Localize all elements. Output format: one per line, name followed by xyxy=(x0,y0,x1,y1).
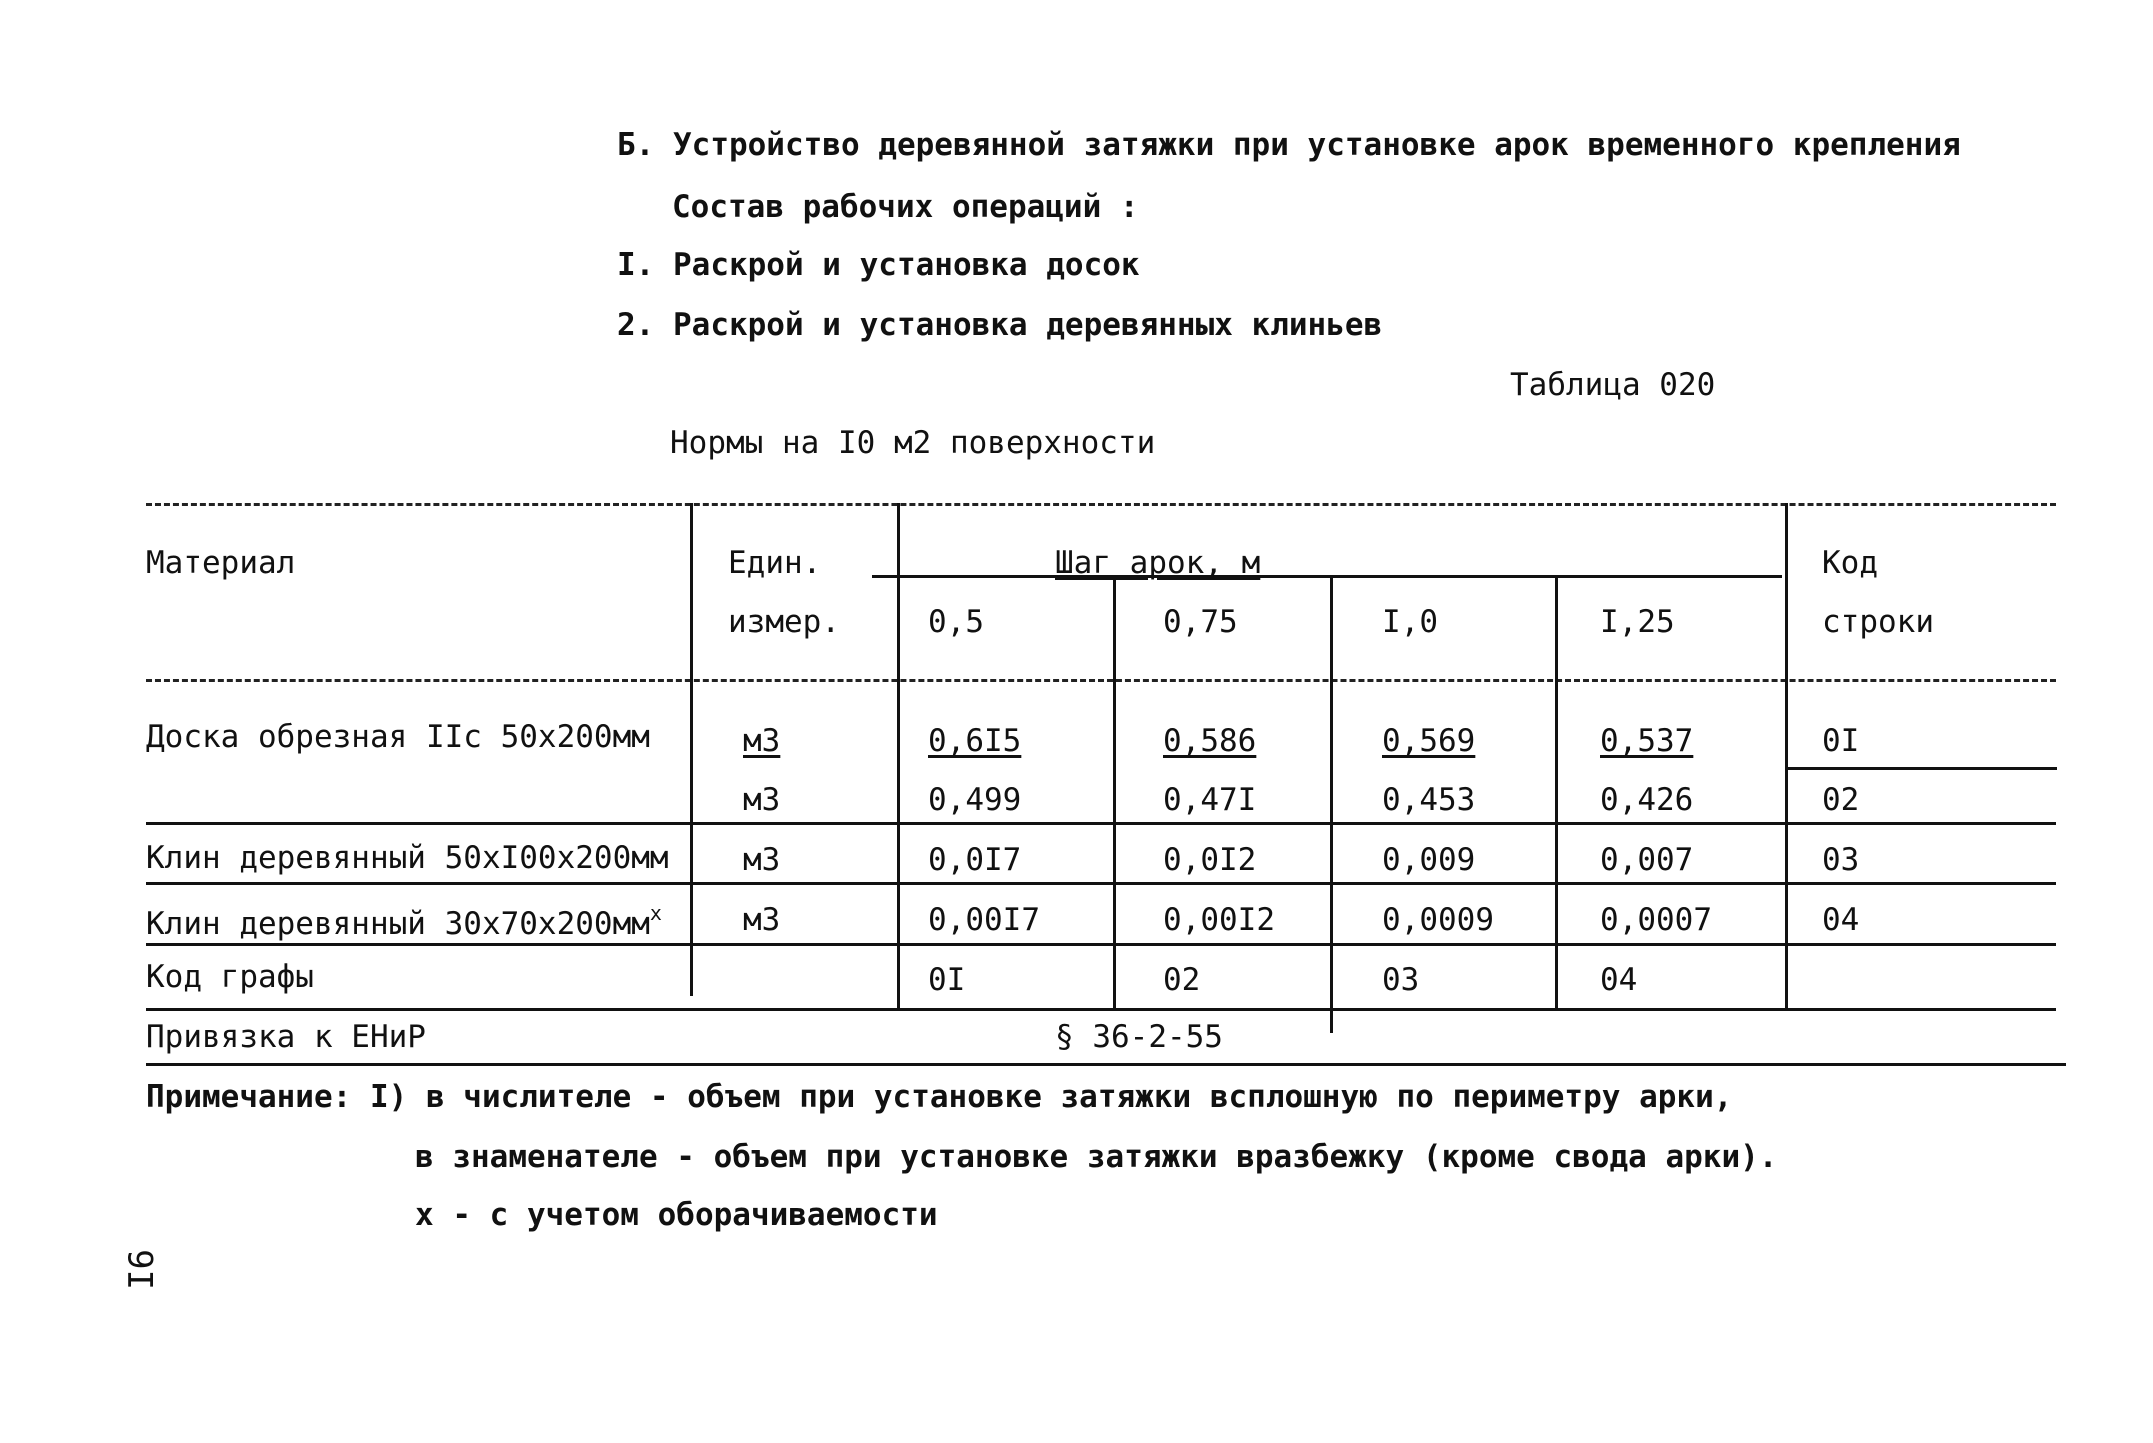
norms-caption: Нормы на I0 м2 поверхности xyxy=(670,425,1156,461)
operation-1: I. Раскрой и установка досок xyxy=(617,247,1140,283)
row-4-value-4: 0,0007 xyxy=(1600,902,1712,938)
header-step: Шаг арок, м xyxy=(1055,545,1261,581)
col-divider-unit xyxy=(897,503,900,1008)
header-material: Материал xyxy=(146,545,296,581)
row-2-code: 02 xyxy=(1822,782,1860,818)
note-line-1: Примечание: I) в числителе - объем при установке затяжки всплошную по периметру арки, xyxy=(146,1079,1733,1115)
row-3-value-2: 0,0I2 xyxy=(1163,842,1257,878)
row-4-value-1: 0,00I7 xyxy=(928,902,1040,938)
row-1-value-3: 0,569 xyxy=(1382,723,1476,759)
table-bottom-border xyxy=(146,1063,2066,1066)
header-code-1: Код xyxy=(1822,545,1878,581)
operation-2: 2. Раскрой и установка деревянных клиньев xyxy=(617,307,1383,343)
header-step-1: 0,5 xyxy=(928,604,984,640)
header-unit-1: Един. xyxy=(728,545,822,581)
page-number: I6 xyxy=(122,1249,162,1290)
row-3-value-4: 0,007 xyxy=(1600,842,1694,878)
row-4-code: 04 xyxy=(1822,902,1860,938)
row-1-value-1: 0,6I5 xyxy=(928,723,1022,759)
col-divider-step-2 xyxy=(1330,575,1333,1033)
binding-label: Привязка к ЕНиР xyxy=(146,1019,426,1055)
header-unit-2: измер. xyxy=(728,604,840,640)
col-divider-step-1 xyxy=(1113,575,1116,1008)
row-2-value-2: 0,47I xyxy=(1163,782,1257,818)
note-line-2: в знаменателе - объем при установке затяжки вразбежку (кроме свода арки). xyxy=(415,1139,1778,1175)
step-header-underline xyxy=(872,575,1782,578)
row-divider-2 xyxy=(146,882,2056,885)
graph-code-1: 0I xyxy=(928,962,966,998)
header-bottom-border xyxy=(146,679,2056,682)
row-3-value-3: 0,009 xyxy=(1382,842,1476,878)
row-4-name-footnote-mark: x xyxy=(649,901,662,925)
header-step-2: 0,75 xyxy=(1163,604,1238,640)
row-divider-1 xyxy=(146,822,2056,825)
graph-code-3: 03 xyxy=(1382,962,1420,998)
row-4-value-3: 0,0009 xyxy=(1382,902,1494,938)
graph-code-4: 04 xyxy=(1600,962,1638,998)
col-divider-code xyxy=(1785,503,1788,1008)
section-title: Б. Устройство деревянной затяжки при установке арок временного крепления xyxy=(617,127,1961,163)
row-4-unit: м3 xyxy=(743,902,781,938)
col-divider-material xyxy=(690,503,693,996)
row-4-name: Клин деревянный $30x70x200мм^x$ xyxy=(146,901,662,942)
row-1-value-4: 0,537 xyxy=(1600,723,1694,759)
header-code-2: строки xyxy=(1822,604,1934,640)
row-3-value-1: 0,0I7 xyxy=(928,842,1022,878)
graph-code-label: Код графы xyxy=(146,959,314,995)
row-1-code: 0I xyxy=(1822,723,1860,759)
header-step-3: I,0 xyxy=(1382,604,1438,640)
row-divider-3 xyxy=(146,943,2056,946)
graph-code-2: 02 xyxy=(1163,962,1201,998)
row-4-value-2: 0,00I2 xyxy=(1163,902,1275,938)
row-3-code: 03 xyxy=(1822,842,1860,878)
binding-value: § 36-2-55 xyxy=(1055,1019,1223,1055)
row-2-value-3: 0,453 xyxy=(1382,782,1476,818)
code-row-divider xyxy=(1787,767,2057,770)
row-1-value-2: 0,586 xyxy=(1163,723,1257,759)
header-step-4: I,25 xyxy=(1600,604,1675,640)
row-1-unit: м3 xyxy=(743,723,781,759)
row-3-unit: м3 xyxy=(743,842,781,878)
row-3-name: Клин деревянный 50xI00x200мм xyxy=(146,840,669,876)
row-divider-4 xyxy=(146,1008,2056,1011)
table-label: Таблица 020 xyxy=(1510,367,1716,403)
row-2-unit: м3 xyxy=(743,782,781,818)
operations-title: Состав рабочих операций : xyxy=(672,189,1139,225)
row-2-value-1: 0,499 xyxy=(928,782,1022,818)
row-1-name: Доска обрезная IIc 50x200мм xyxy=(146,719,650,755)
row-2-value-4: 0,426 xyxy=(1600,782,1694,818)
note-line-3: x - с учетом оборачиваемости xyxy=(415,1197,938,1233)
col-divider-step-3 xyxy=(1555,575,1558,1008)
table-top-border xyxy=(146,503,2056,506)
